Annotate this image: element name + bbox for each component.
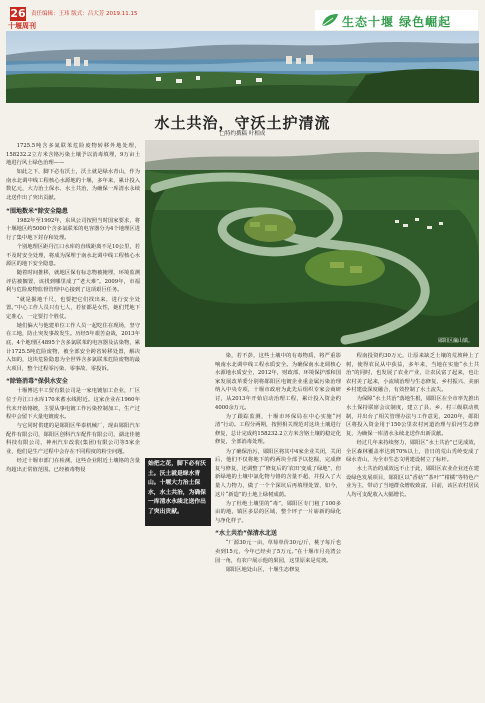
article-headline: 水土共治，守沃土护清流 (154, 114, 331, 132)
pull-quote: 始把之花，脚下必有沃土。沃土就是绿水青山。十堰大力治土保水，水土共治，为确保一库清水永续北送作出了突出贡献。 (145, 458, 211, 526)
editor-credits: 责任编辑：王玮 版式：吕大芳 2019.11.15 (31, 11, 138, 17)
paragraph: 染，若不彭，这些土壤中的有毒物质，将严重影响南水北调中线工程水质安全。为确保南水北调核心水源地水质安全，2012年，财政部、环境保护部和国家发展改革委分别将郧阳区电镀企业重金属污染治理纳入中央专项，十堰市政府为此先后组织专家会商研讨，从2013年开始启动治理工程，累计投入资金约4000余万元。 (215, 353, 341, 411)
paragraph: 与它同时供建的是郧阳区华泰机械厂，现由郧阳汽车配件有限公司，郧阳区创科汽车配件有限公司，湖北佳驰科技有限公司，神州汽车改装(集团)有限公司等5家企业，他们是生产过程中会存在不同程度的粉尘问题。 (6, 423, 140, 455)
paragraph: 郧阳区地处山区，十堰生态修复 (225, 566, 300, 573)
river-meander-photo (145, 140, 479, 347)
paragraph: 个别地理区距丹江口水库的直线距离不足10公里，若不及时安全处理，将成为深埋于南水北调中线工程核心水源区的地下安全隐患。 (6, 243, 140, 268)
theme-title: 生态十堰 绿色崛起 (342, 15, 452, 29)
top-panorama-photo (6, 31, 479, 103)
paragraph: 为保障“水土共治”落地生根，郧阳区在全市率先推出水土保持联席会议制度，建立了县、乡、村三级联动机制，并出台了相关管理办法与工作意见，2020年，郧阳区将投入资金用于150公里农村河道治理与沿河生态修复，为确保一库清水永续北送作出新贡献。 (346, 396, 479, 437)
page-header (0, 0, 485, 30)
paragraph: 如此之下，脚下必有沃土，沃土就是绿水青山，作为南水北调中线工程核心水源地的十堰，多年来，累计投入数亿元，大力治土保水、水土共治，为确保一库清水永续北送作出了突出贡献。 (6, 169, 140, 202)
paragraph: 十堰博达丰工贸有限公司是一家电镀加工企业，厂区位于丹江口水库170米蓄水线附近。这家企业在1960年代末开始铬镀，主要从事电镀工作污染控制加工，生产过程中会留下大量电镀废水。 (6, 388, 140, 421)
section-heading: “除铬消毒”保供水安全 (6, 378, 68, 386)
paragraph: “厂源30元一亩，草莓单价30元/斤，桃子每斤也卖到15元，今年已经卖了5万元。”在十堰市月亮湾公园一角，有农户展示他的果园，这里原来是荒坡。 (215, 540, 341, 564)
paragraph: 为了确保治污，郧阳区将其中4家企业关闭，关闭后，他们不仅将地下的约两块全部予以挖掘，完成修复与修复，还调整了“修复后的‘农田’变成了绿地”，但新绿地的土壤中氯化物与铬的含量不超，并投入了大量人力物力，做了一个个深坑后再填埋处置，如今，这片“新造”的土地上绿树成荫。 (215, 448, 341, 498)
paragraph: 经过几年来持续努力，郧阳区“水土共治”已见成效，全区森林覆盖率达到70%以上，昔日的荒山秃岭变成了绿水青山，为全市生态文明建设树立了标杆。 (346, 439, 479, 464)
paragraph: 为了杜绝土壤里的“毒”，郧阳区专门租了100多亩的地，镇区多层的区域，整个坪子一片崭新的绿化与净化样子。 (215, 500, 341, 524)
paragraph: 水土共治的成效远不止于此，郧阳区农业企业还在建设绿色发展项目，郧阳区以“香菇”“茶叶”“柑橘”等特色产业为主，带动了当地群众增收致富，目前，该区农村居民人均可支配收入大幅增长。 (346, 466, 479, 498)
paragraph: 程南投资约30万元，让原来缺乏土壤的荒坡种上了树，使得农民从中获益，多年来，当地在实施“水土共治”的同时，也发展了农业产业，让农民富了起来，也让农村美了起来，小流域治理与生态修复、乡村振兴、美丽乡村建设深度融合，有效控制了水土流失。 (346, 353, 479, 394)
article-column-1 (6, 142, 140, 698)
paragraph: “就是掘地千尺，也要把它们找出来，进行安全处置。”中心工作人员只有七人，若征都是女性，她们凭地下定准心，一定要打个胜仗。 (6, 296, 140, 320)
paragraph: 1725.5吨含多氮联苯危险废物转移外地处理，158232.2立方米含铬污染土壤予以消毒填埋，9万亩土地进行风土绿色治理—— (6, 143, 140, 167)
leaf-icon (321, 13, 339, 27)
article-column-2 (215, 352, 341, 698)
paragraph: 随着时间推移，就地区保有标志物被掩埋，环境监测评估被搁置，该找到哪里成了“老大难”。2009年，市福利与危险废物监督管理中心接到了这项艰巨任务。 (6, 270, 140, 294)
paragraph: 她们偏大与他建单位工作人员一起吃住在现场，坚守在工地，防止突发事故发生。历经5年艰苦奋战，2013年底，4个地理区4895个含多氯联苯的电容器及沾染物，累计1725.5吨危险废物，被全部安全跨省转移处置，解决入知的，这块危险隐患为全世界含多氯联苯危险废物的最大项目，整个过程零污染、零事故、零投诉。 (6, 322, 140, 372)
paragraph: 经过十堰市部门在检测，这些企业附近土壤铬的含量均超出正常值范围。已经被毒物侵 (6, 458, 140, 473)
section-heading: “围地数米”除安全隐患 (6, 207, 68, 215)
photo-caption: 郧阳区瀛山镇。 (437, 338, 473, 344)
paragraph: 为了跟踪监测，十堰市环保局在中心实施“河清”行动。工程分两期，按照相关规范对这块土壤进行修复，总计完成约158232.2立方米含铬土壤的稳定化修复，全部消毒处理。 (215, 413, 341, 446)
theme-banner (315, 10, 478, 30)
article-byline: □特约撰稿 叶相成 (219, 131, 266, 137)
article-column-3 (346, 352, 479, 698)
paragraph: 1982年至1992年，东风公司按照当时国家要求，将十堰地区约5000个含多氯联苯的电容器分为4个地理区进行了集中地下封存和处理。 (6, 217, 140, 241)
section-heading: “水土共治”保清水北送 (215, 530, 277, 538)
page-name: 十堰周刊 (8, 22, 36, 30)
page-number: 26 (10, 7, 26, 20)
